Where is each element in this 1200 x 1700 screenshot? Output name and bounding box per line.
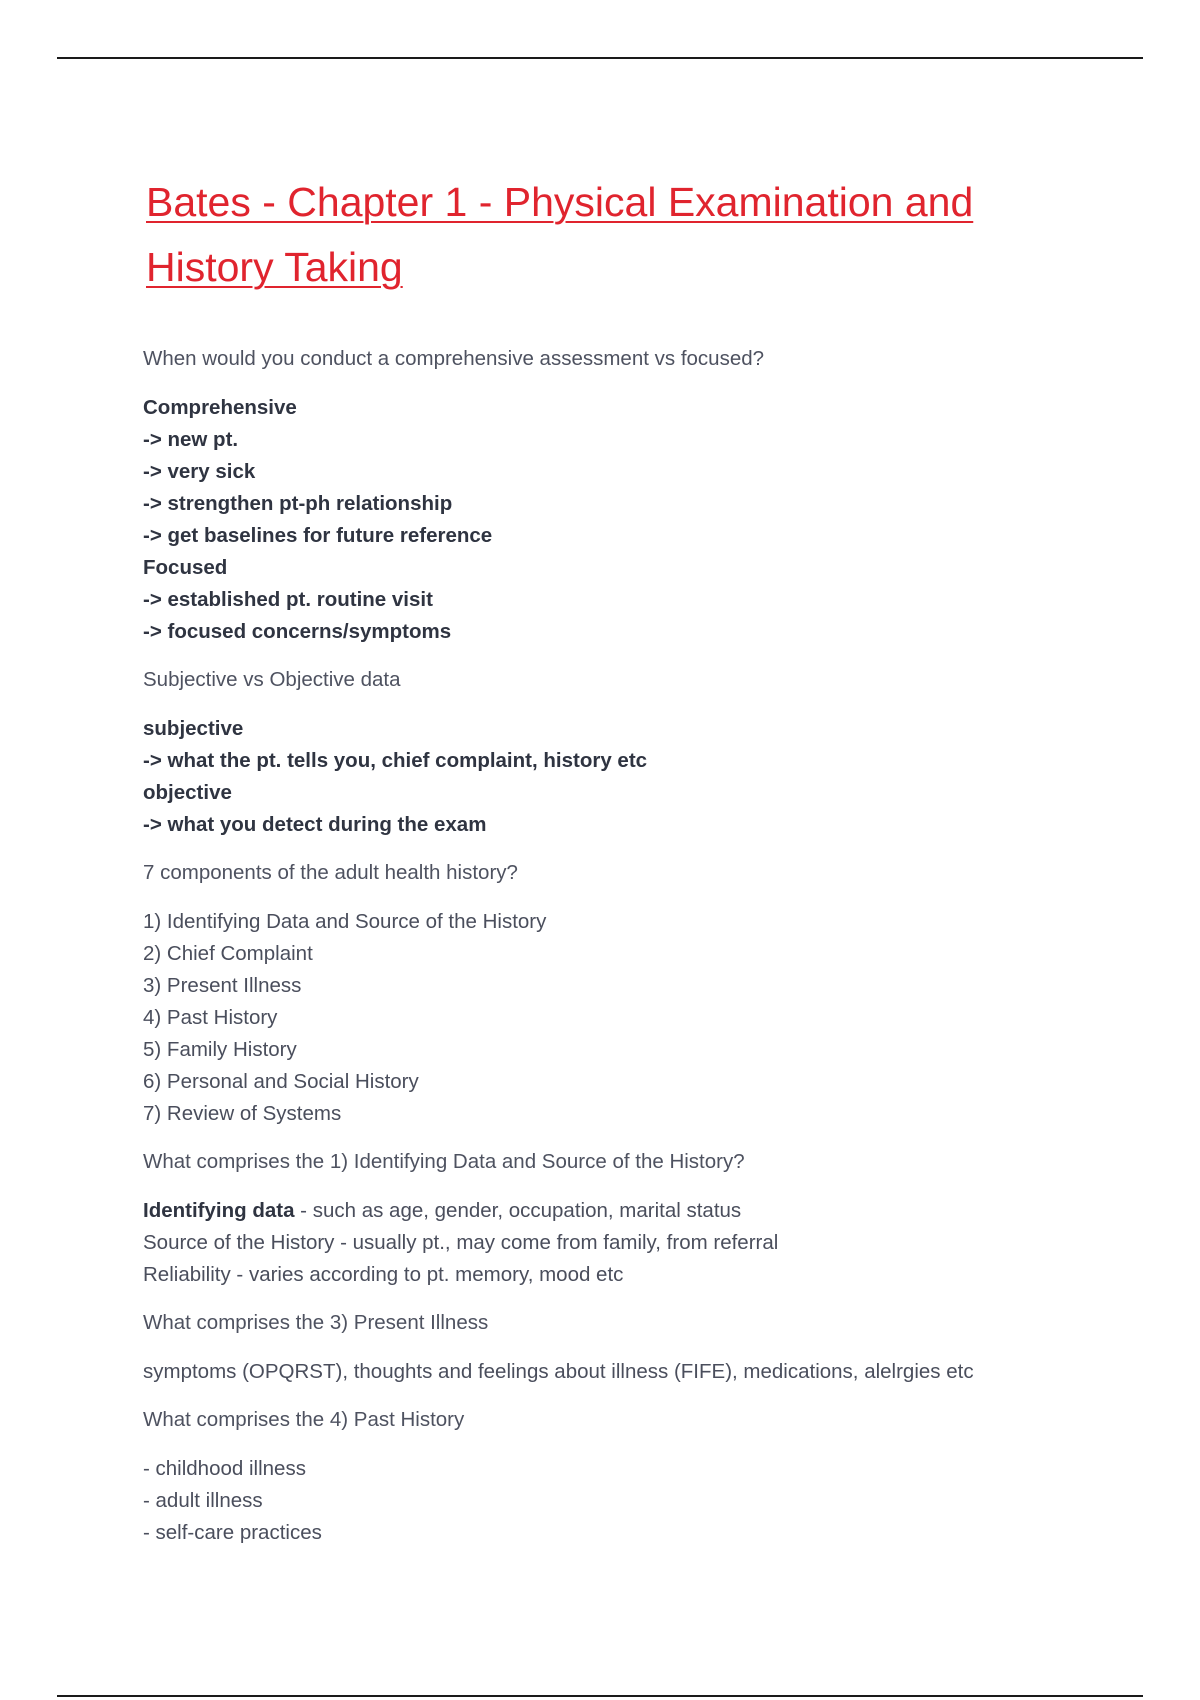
answer-past-history: [143, 1453, 1083, 1549]
identifying-data-text: - such as age, gender, occupation, marital status: [294, 1199, 742, 1222]
answer-line: -> established pt. routine visit: [143, 588, 433, 611]
question-identifying-data: What comprises the 1) Identifying Data and Source of the History?: [143, 1150, 745, 1173]
source-line: Source of the History - usually pt., may come from family, from referral: [143, 1231, 779, 1254]
answer-line: symptoms (OPQRST), thoughts and feelings about illness (FIFE), medications, alelrgies etc: [143, 1360, 974, 1383]
answer-line: -> what you detect during the exam: [143, 813, 487, 836]
answer-line: Comprehensive: [143, 396, 297, 419]
answer-identifying-data: [143, 1195, 1083, 1291]
document-title: [146, 170, 1046, 300]
question-seven-components: 7 components of the adult health history?: [143, 861, 518, 884]
answer-line: -> what the pt. tells you, chief complaint, history etc: [143, 749, 648, 772]
list-item: 7) Review of Systems: [143, 1102, 342, 1125]
bottom-rule: [57, 1695, 1143, 1697]
identifying-data-label: Identifying data: [143, 1199, 295, 1222]
title-line-1: Bates - Chapter 1 - Physical Examination and: [146, 179, 974, 225]
answer-line: -> very sick: [143, 460, 256, 483]
answer-line: -> get baselines for future reference: [143, 524, 493, 547]
answer-present-illness: [143, 1356, 1083, 1388]
list-item: 1) Identifying Data and Source of the History: [143, 910, 547, 933]
question-subjective-vs-objective: Subjective vs Objective data: [143, 668, 401, 691]
answer-subjective-vs-objective: [143, 713, 1083, 841]
identifying-data-line: [143, 1195, 1083, 1227]
list-item: - adult illness: [143, 1489, 263, 1512]
answer-line: Focused: [143, 556, 228, 579]
question-comprehensive-vs-focused: When would you conduct a comprehensive assessment vs focused?: [143, 347, 765, 370]
question-past-history: What comprises the 4) Past History: [143, 1408, 465, 1431]
answer-line: -> focused concerns/symptoms: [143, 620, 452, 643]
answer-line: objective: [143, 781, 232, 804]
question-present-illness: What comprises the 3) Present Illness: [143, 1311, 489, 1334]
list-item: - childhood illness: [143, 1457, 306, 1480]
list-item: - self-care practices: [143, 1521, 322, 1544]
answer-comprehensive-vs-focused: [143, 392, 1083, 648]
reliability-line: Reliability - varies according to pt. memory, mood etc: [143, 1263, 624, 1286]
answer-line: subjective: [143, 717, 244, 740]
top-rule: [57, 57, 1143, 59]
answer-seven-components: [143, 906, 1083, 1130]
list-item: 5) Family History: [143, 1038, 297, 1061]
list-item: 2) Chief Complaint: [143, 942, 313, 965]
answer-line: -> new pt.: [143, 428, 239, 451]
answer-line: -> strengthen pt-ph relationship: [143, 492, 453, 515]
list-item: 4) Past History: [143, 1006, 278, 1029]
list-item: 3) Present Illness: [143, 974, 302, 997]
title-line-2: History Taking: [146, 244, 403, 290]
document-body: [143, 344, 1083, 1566]
list-item: 6) Personal and Social History: [143, 1070, 419, 1093]
